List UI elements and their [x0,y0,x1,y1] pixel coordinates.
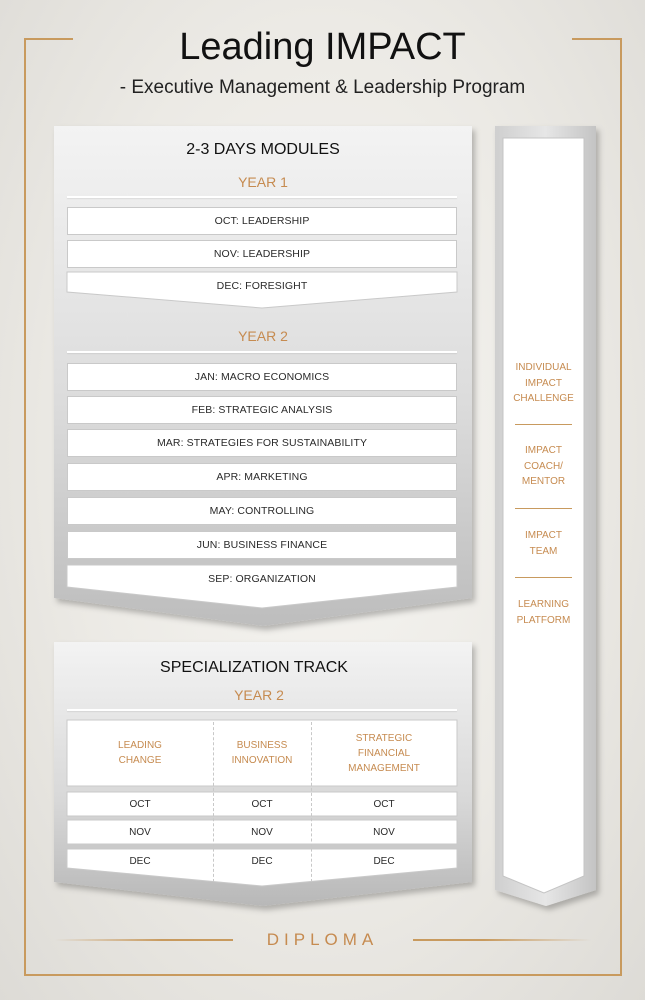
module-may: MAY: CONTROLLING [67,497,457,525]
module-apr: APR: MARKETING [67,463,457,491]
specialization-rule [67,709,457,711]
sidebar-line: CHALLENGE [513,393,574,404]
sidebar-line: IMPACT [524,377,563,389]
track1-nov: NOV [129,826,151,838]
sidebar-line: IMPACT [524,530,563,541]
track-business-innovation [213,720,311,786]
sidebar-impact-coach-mentor [505,443,582,490]
sidebar-line: TEAM [529,545,558,557]
sidebar-line: INDIVIDUAL [515,362,572,373]
year1-rule [67,196,457,198]
sidebar-learning-platform [505,597,582,628]
year2-rule [67,351,457,353]
sidebar-line: IMPACT [524,445,563,456]
year1-label: YEAR 1 [238,174,288,190]
modules-heading: 2-3 DAYS MODULES [186,141,340,158]
sidebar-individual-impact-challenge [505,360,582,407]
module-mar: MAR: STRATEGIES FOR SUSTAINABILITY [67,429,457,457]
track-name-line: STRATEGIC [355,732,413,744]
sidebar-line: LEARNING [517,599,570,610]
page-title: Leading IMPACT [179,26,466,68]
module-feb: FEB: STRATEGIC ANALYSIS [67,396,457,424]
sidebar-line: PLATFORM [516,614,571,626]
track-name-line: BUSINESS [236,740,288,751]
sidebar-line: COACH/ [524,460,563,472]
column-divider [213,722,214,882]
sidebar-divider [515,508,572,509]
track2-nov: NOV [251,826,273,838]
column-divider [311,722,312,882]
sidebar-divider [515,577,572,578]
track-name-line: LEADING [118,740,162,751]
track2-oct: OCT [251,798,273,810]
track1-oct: OCT [129,798,151,810]
module-dec: DEC: FORESIGHT [216,280,308,292]
specialization-year: YEAR 2 [234,687,284,703]
track3-oct: OCT [373,798,395,810]
module-jan: JAN: MACRO ECONOMICS [67,363,457,391]
track3-nov: NOV [373,826,395,838]
track1-dec: DEC [129,855,151,867]
sidebar-line: MENTOR [521,476,566,487]
track-leading-change [67,720,213,786]
module-nov: NOV: LEADERSHIP [67,240,457,268]
track-name-line: FINANCIAL [357,747,411,759]
track-name-line: MANAGEMENT [348,762,420,774]
sidebar-arrow [503,138,584,893]
sidebar-divider [515,424,572,425]
year2-label: YEAR 2 [238,328,288,344]
track-strategic-financial-management [311,720,457,786]
track2-dec: DEC [251,855,273,867]
sidebar-impact-team [505,528,582,559]
module-oct: OCT: LEADERSHIP [67,207,457,235]
specialization-heading: SPECIALIZATION TRACK [160,659,348,676]
module-jun: JUN: BUSINESS FINANCE [67,531,457,559]
page-subtitle: - Executive Management & Leadership Program [119,77,526,98]
track-name-line: INNOVATION [231,755,293,766]
track3-dec: DEC [373,855,395,867]
diploma-label: DIPLOMA [266,930,379,949]
track-name-line: CHANGE [118,755,162,766]
specialization-table [67,720,457,890]
module-sep: SEP: ORGANIZATION [208,573,316,585]
